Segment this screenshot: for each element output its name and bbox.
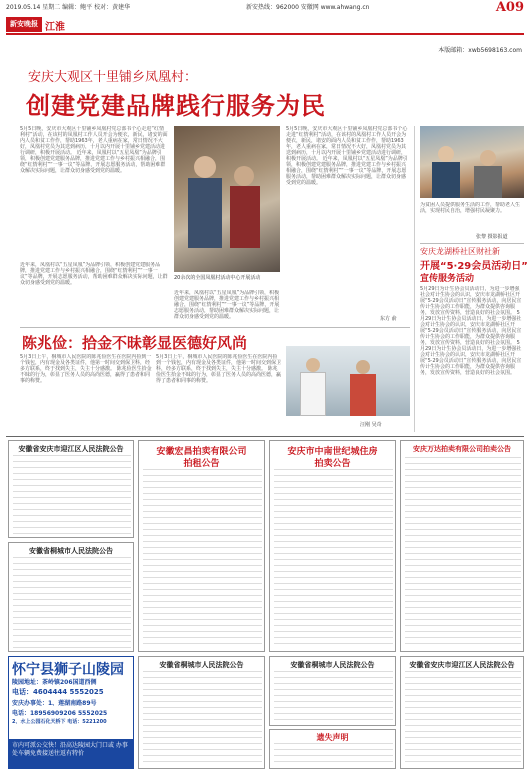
ad-lions-hill-cemetery — [8, 656, 134, 769]
office-address-2: 2、水上公园石化天桥下 电话：5221200 — [12, 719, 107, 725]
masthead-logo: 新安晚报 — [6, 17, 42, 32]
lead-byline: 东方 俞 — [380, 316, 397, 322]
auction-title: 安庆市中南世纪城住房 — [287, 447, 378, 457]
ad-notice-yingjiang — [8, 440, 134, 538]
cemetery-title: 怀宁县狮子山陵园 — [12, 662, 124, 678]
side-headline: 开展“5·29会员活动日” — [420, 261, 528, 272]
story2-byline: 汪刚 吴奇 — [360, 422, 382, 428]
ad-auction-wanda — [400, 440, 524, 652]
lead-body-col2 — [174, 290, 280, 322]
lead-paragraph: 近年来，凤凰村以“五星凤凰”为品牌引领，积极创建党建服务品牌，推进党建工作与乡村振兴相融合，围绕“红情利村”“一事一议”等品牌，开展志愿服务活动，帮助困难群众解决实际问题，让群众切身感受到党的温暖。 — [174, 290, 280, 320]
ad-auction-zhongnan — [269, 440, 396, 652]
story2-paragraph: 5月3日上午，桐城市人民医院的陈兆俭医生在医院内捡到一个钱包，内有现金及各类证件，他第一时间交到保卫科，经多方联系，终于找到失主，失主十分感激。 — [156, 354, 282, 372]
lead-body-col1b — [20, 262, 168, 322]
lead-paragraph: 近年来，凤凰村以“五星凤凰”为品牌引领，积极创建党建服务品牌，推进党建工作与乡村振兴相融合，围绕“红情利村”“一事一议”等品牌，开展志愿服务活动，帮助困难群众解决实际问题，让群众切身感受到党的温暖。 — [20, 150, 166, 174]
header-contact: 新安热线：962000 安徽网 www.ahwang.cn — [246, 4, 370, 11]
side-body — [420, 286, 524, 432]
story2-headline: 陈兆俭：拾金不昧彰显医德好风尚 — [22, 334, 248, 352]
auction-title: 安徽宏昌拍卖有限公司 — [156, 447, 247, 457]
ad-notice-tongcheng-1 — [8, 542, 134, 652]
lead-photo — [174, 126, 280, 272]
header-rule — [6, 33, 524, 35]
section-name: 江淮 — [45, 22, 65, 33]
side-kicker: 安庆龙湖桥社区财社新 — [420, 247, 500, 256]
notice-title: 安徽省桐城市人民法院公告 — [290, 661, 375, 669]
side-subhead: 宣传服务活动 — [420, 274, 475, 284]
auction-title: 安庆万达拍卖有限公司拍卖公告 — [413, 445, 511, 453]
cemetery-address: 陵园地址：茶岭镇206国道西侧 — [12, 679, 97, 686]
page-number: A09 — [495, 0, 524, 15]
issue-date: 2019.05.14 星期二 编辑：鲍平 校对：黄建华 — [6, 4, 131, 11]
lead-body-col3 — [286, 126, 408, 316]
ad-notice-yingjiang-2 — [400, 656, 524, 769]
cemetery-phone: 电话：4604444 5552025 — [12, 688, 104, 696]
lead-kicker: 安庆大观区十里铺乡凤凰村： — [28, 70, 198, 85]
story2-photo — [286, 346, 410, 416]
lead-photo-caption: 20余次的全国凤凰村活动中心开展活动 — [174, 275, 261, 281]
notice-title: 安徽省桐城市人民法院公告 — [29, 547, 113, 555]
side-photo — [420, 126, 524, 198]
office-phone: 电话：18956909206 5552025 — [12, 710, 108, 717]
ad-auction-hongchang — [138, 440, 265, 652]
story2-body-col1 — [20, 354, 152, 432]
lead-paragraph: 近年来，凤凰村以“五星凤凰”为品牌引领，积极创建党建服务品牌，推进党建工作与乡村振兴相融合，围绕“红情利村”“一事一议”等品牌，开展志愿服务活动，帮助困难群众解决实际问题，让群众切身感受到党的温暖。 — [20, 262, 168, 286]
auction-subtitle: 拍卖公告 — [314, 459, 351, 469]
lead-paragraph: 5月5日晚，安庆市大观区十里铺乡凤凰村党总部书个心走进“红情利村”活动，在该村的凤凰村工作人员开会为便衣，新民，诸安的面内人员和贫工作作，帮助1963年，老人重病在家，常日情况不大好，凤凰村党员为其送到病历，十月以内开展十里铺乡党建活动进行调研，积极开展活动。 — [20, 126, 168, 156]
story2-paragraph: 陈兆俭医生拾金不昧的行为，彰显了医务人员的高尚医德，赢得了患者和同事的称赞。 — [156, 366, 282, 384]
side-photo-credit: 张黎 摄影报道 — [476, 234, 508, 240]
story2-paragraph: 陈兆俭医生拾金不昧的行为，彰显了医务人员的高尚医德，赢得了患者和同事的称赞。 — [20, 366, 152, 384]
lead-body-col1 — [20, 126, 168, 262]
office-address: 安庆办事处：1、莲湖南路89号 — [12, 700, 97, 707]
cemetery-footer: 市内可派公交快！沿高达陵园大门口或 办事处车辆免费接送往返有特价 — [9, 739, 134, 769]
lead-paragraph: 近年来，凤凰村以“五星凤凰”为品牌引领，积极创建党建服务品牌，推进党建工作与乡村振兴相融合，围绕“红情利村”“一事一议”等品牌，开展志愿服务活动，帮助困难群众解决实际问题，让群众切身感受到党的温暖。 — [286, 156, 408, 186]
side-paragraph: 5月29日为计生协会员活动日，为进一步增强社会对计生协会的认识，安庆市龙湖桥社区开展“5·29会员活动日”宣传服务活动，向居民宣传计生协会的工作职能，为群众提供咨询服务，发放宣传资料，营造良好的社会氛围。 — [420, 340, 522, 376]
notice-title: 遗失声明 — [316, 733, 349, 742]
notice-title: 安徽省桐城市人民法院公告 — [159, 661, 244, 669]
lead-paragraph: 5月5日晚，安庆市大观区十里铺乡凤凰村党总部书个心走进“红情利村”活动，在该村的凤凰村工作人员开会为便衣，新民，诸安的面内人员和贫工作作，帮助1963年，老人重病在家，常日情况不大好，凤凰村党员为其送到病历，十月以内开展十里铺乡党建活动进行调研，积极开展活动。 — [286, 126, 408, 162]
story2-paragraph: 5月3日上午，桐城市人民医院的陈兆俭医生在医院内捡到一个钱包，内有现金及各类证件，他第一时间交到保卫科，经多方联系，终于找到失主，失主十分感激。 — [20, 354, 152, 372]
side-paragraph: 5月29日为计生协会员活动日，为进一步增强社会对计生协会的认识，安庆市龙湖桥社区开展“5·29会员活动日”宣传服务活动，向居民宣传计生协会的工作职能，为群众提供咨询服务，发放宣传资料，营造良好的社会氛围。 — [420, 310, 522, 346]
ad-notice-tongcheng-3 — [269, 656, 396, 726]
ad-notice-tongcheng-2 — [138, 656, 265, 769]
notice-title: 安徽省安庆市迎江区人民法院公告 — [409, 661, 515, 669]
story2-body-col2 — [156, 354, 282, 432]
notice-title: 安徽省安庆市迎江区人民法院公告 — [18, 445, 124, 453]
side-paragraph: 5月29日为计生协会员活动日，为进一步增强社会对计生协会的认识，安庆市龙湖桥社区开展“5·29会员活动日”宣传服务活动，向居民宣传计生协会的工作职能，为群众提供咨询服务，发放宣传资料，营造良好的社会氛围。 — [420, 286, 522, 316]
lead-headline: 创建党建品牌践行服务为民 — [26, 91, 326, 120]
auction-subtitle: 拍租公告 — [183, 459, 220, 469]
ad-lost-notice — [269, 729, 396, 769]
editor-email: 本版邮箱：xwb5698163.com — [438, 47, 522, 54]
side-caption: 为贫困人员提供服务生活的工作，帮助老人生活，实现村民自治，增强村民凝聚力。 — [420, 202, 521, 214]
